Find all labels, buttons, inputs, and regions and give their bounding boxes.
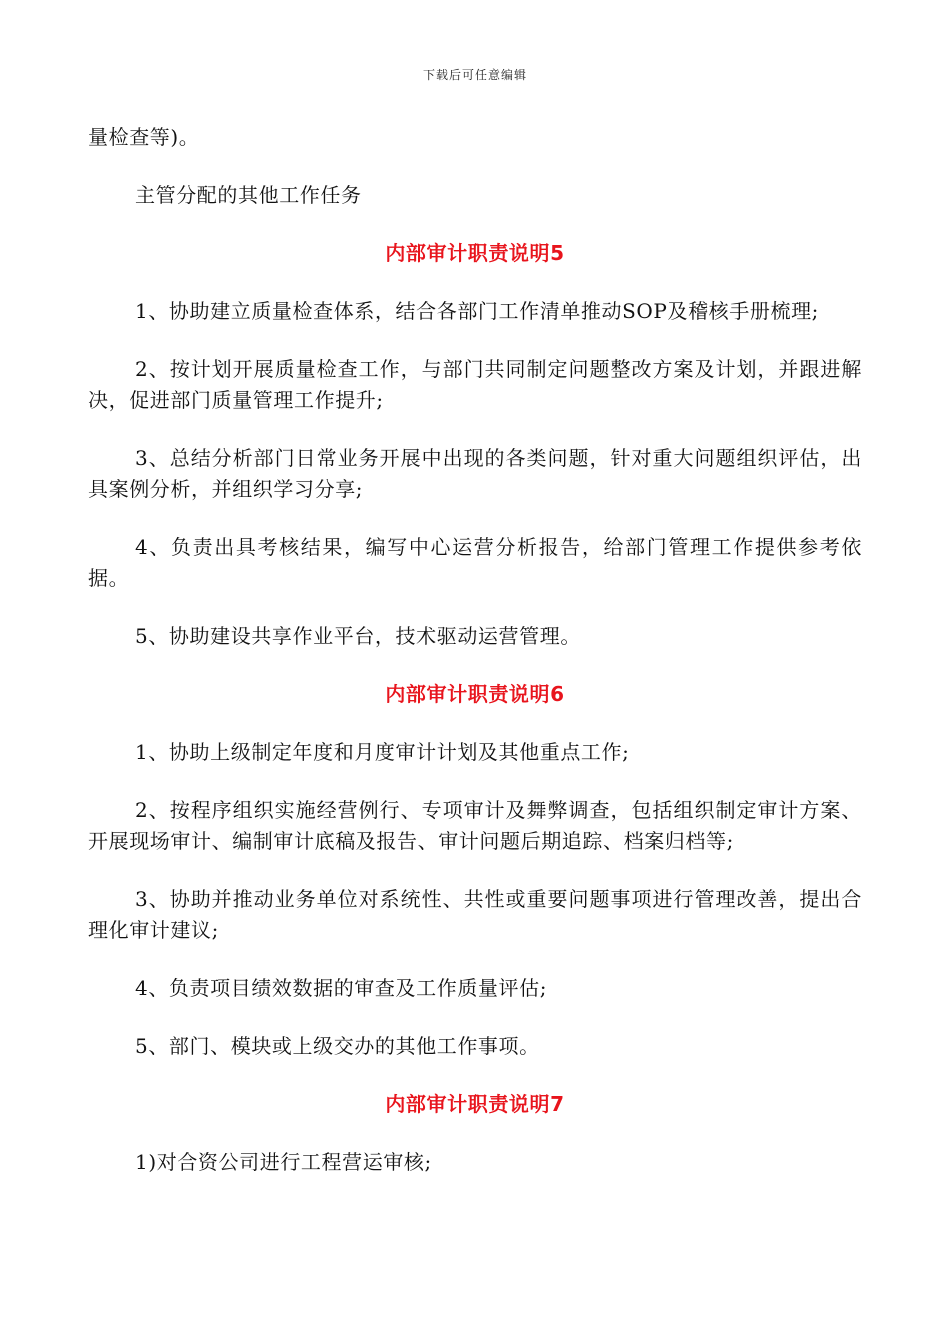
section-duty-6 — [88, 679, 862, 1062]
intro-paragraph: 主管分配的其他工作任务 — [135, 183, 362, 207]
section-title: 内部审计职责说明7 — [385, 1092, 565, 1116]
list-item: 2、按计划开展质量检查工作，与部门共同制定问题整改方案及计划，并跟进解决，促进部门质量管理工作提升; — [88, 357, 862, 412]
section-title: 内部审计职责说明5 — [385, 241, 565, 265]
list-item: 1、协助上级制定年度和月度审计计划及其他重点工作; — [135, 740, 630, 764]
list-item: 5、部门、模块或上级交办的其他工作事项。 — [135, 1034, 540, 1058]
list-item: 3、总结分析部门日常业务开展中出现的各类问题，针对重大问题组织评估，出具案例分析，并组织学习分享; — [88, 446, 862, 501]
list-item: 2、按程序组织实施经营例行、专项审计及舞弊调查，包括组织制定审计方案、开展现场审计、编制审计底稿及报告、审计问题后期追踪、档案归档等; — [88, 798, 862, 853]
list-item: 1)对合资公司进行工程营运审核; — [135, 1150, 432, 1174]
document-body — [88, 122, 862, 1205]
section-duty-5 — [88, 238, 862, 652]
list-item: 4、负责项目绩效数据的审查及工作质量评估; — [135, 976, 548, 1000]
section-duty-7 — [88, 1089, 862, 1178]
list-item: 1、协助建立质量检查体系，结合各部门工作清单推动SOP及稽核手册梳理; — [135, 299, 820, 323]
intro-continuation: 量检查等)。 — [88, 125, 200, 149]
list-item: 5、协助建设共享作业平台，技术驱动运营管理。 — [135, 624, 581, 648]
list-item: 3、协助并推动业务单位对系统性、共性或重要问题事项进行管理改善，提出合理化审计建议; — [88, 887, 862, 942]
section-title: 内部审计职责说明6 — [385, 682, 565, 706]
page-header: 下载后可任意编辑 — [422, 68, 527, 82]
list-item: 4、负责出具考核结果，编写中心运营分析报告，给部门管理工作提供参考依据。 — [88, 535, 862, 590]
